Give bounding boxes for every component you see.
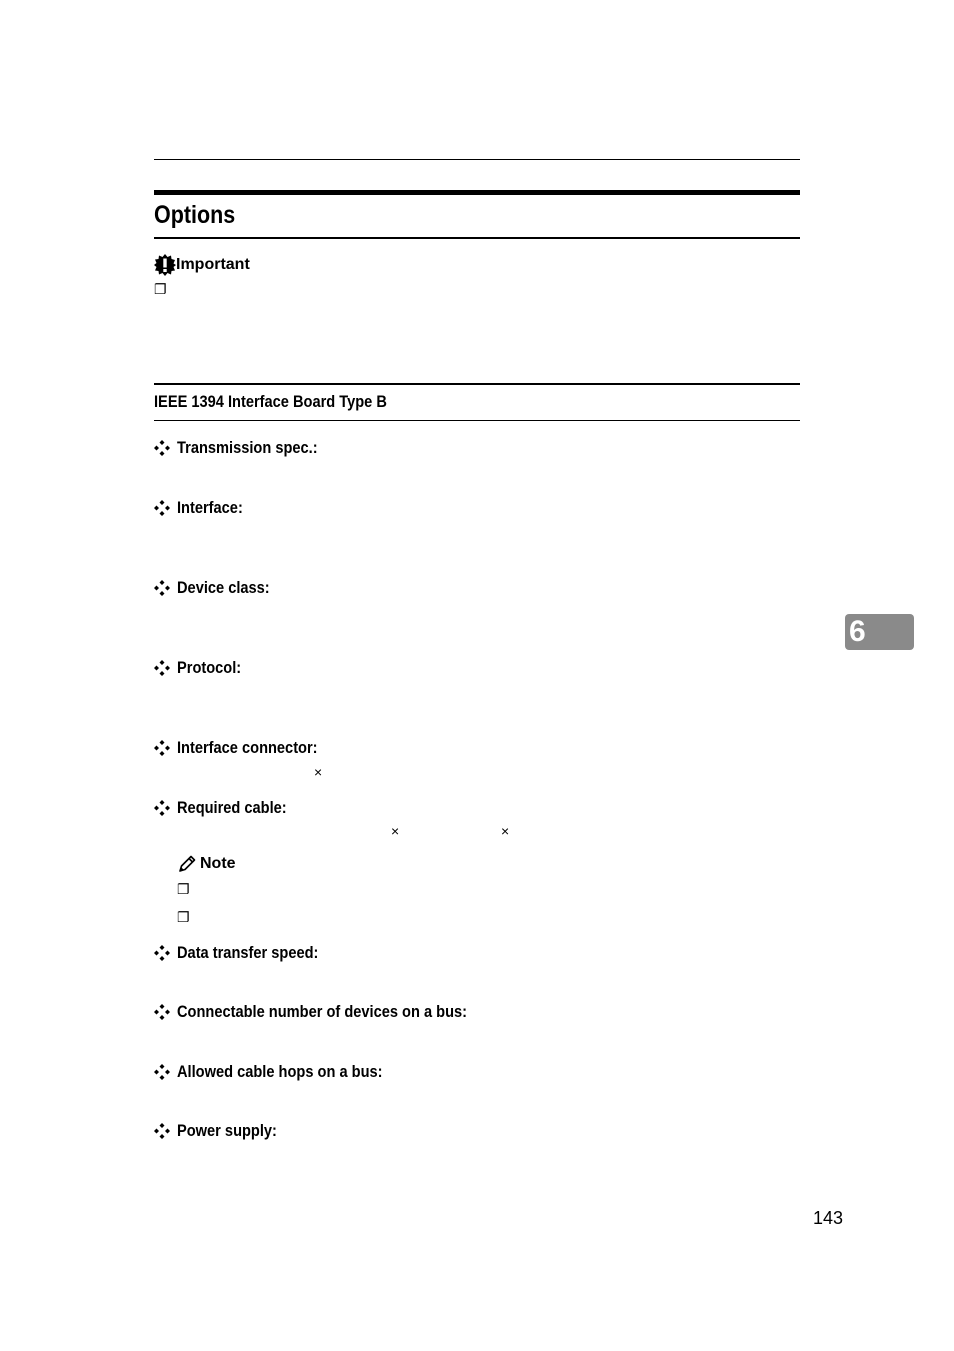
spec-item-transmission [154,437,340,459]
note-label: Note [200,855,236,872]
chapter-tab: 6 [845,614,914,650]
subsection-top-rule [154,383,800,385]
spec-item-data-transfer-speed [154,942,341,964]
section-top-rule [154,190,800,195]
note-heading [177,854,236,874]
important-label: Important [176,256,250,273]
spec-item-required-cable [154,797,305,819]
spec-item-cable-hops [154,1061,416,1083]
spec-label: Connectable number of devices on a bus: [177,1002,468,1021]
section-title: Options [154,201,236,229]
note-checkbox: ❐ [177,881,190,897]
diamond-bullet-icon [154,440,170,456]
important-heading [154,254,250,276]
spec-item-power-supply [154,1120,293,1142]
spec-label: Protocol: [177,658,242,677]
subsection-title: IEEE 1394 Interface Board Type B [154,392,387,411]
diamond-bullet-icon [154,500,170,516]
page-number: 143 [813,1208,844,1228]
diamond-bullet-icon [154,1064,170,1080]
diamond-bullet-icon [154,580,170,596]
spec-label: Transmission spec.: [177,438,318,457]
diamond-bullet-icon [154,1004,170,1020]
times-sign: × [314,764,323,780]
header-rule [154,159,800,160]
spec-item-interface [154,497,254,519]
spec-label: Interface: [177,498,243,517]
subsection-bottom-rule [154,420,800,421]
important-icon [154,254,176,276]
spec-label: Required cable: [177,798,287,817]
important-checkbox: ❐ [154,281,167,297]
spec-label: Data transfer speed: [177,943,319,962]
diamond-bullet-icon [154,660,170,676]
diamond-bullet-icon [154,740,170,756]
spec-item-device-class [154,577,285,599]
times-sign: × [501,823,510,839]
spec-label: Allowed cable hops on a bus: [177,1062,383,1081]
diamond-bullet-icon [154,1123,170,1139]
spec-label: Device class: [177,578,270,597]
times-sign: × [391,823,400,839]
pencil-icon [177,854,197,874]
note-checkbox: ❐ [177,909,190,925]
spec-label: Interface connector: [177,738,318,757]
spec-label: Power supply: [177,1121,277,1140]
spec-item-protocol [154,657,252,679]
diamond-bullet-icon [154,800,170,816]
section-bottom-rule [154,237,800,239]
spec-item-interface-connector [154,737,340,759]
diamond-bullet-icon [154,945,170,961]
spec-item-connectable-devices [154,1001,514,1023]
